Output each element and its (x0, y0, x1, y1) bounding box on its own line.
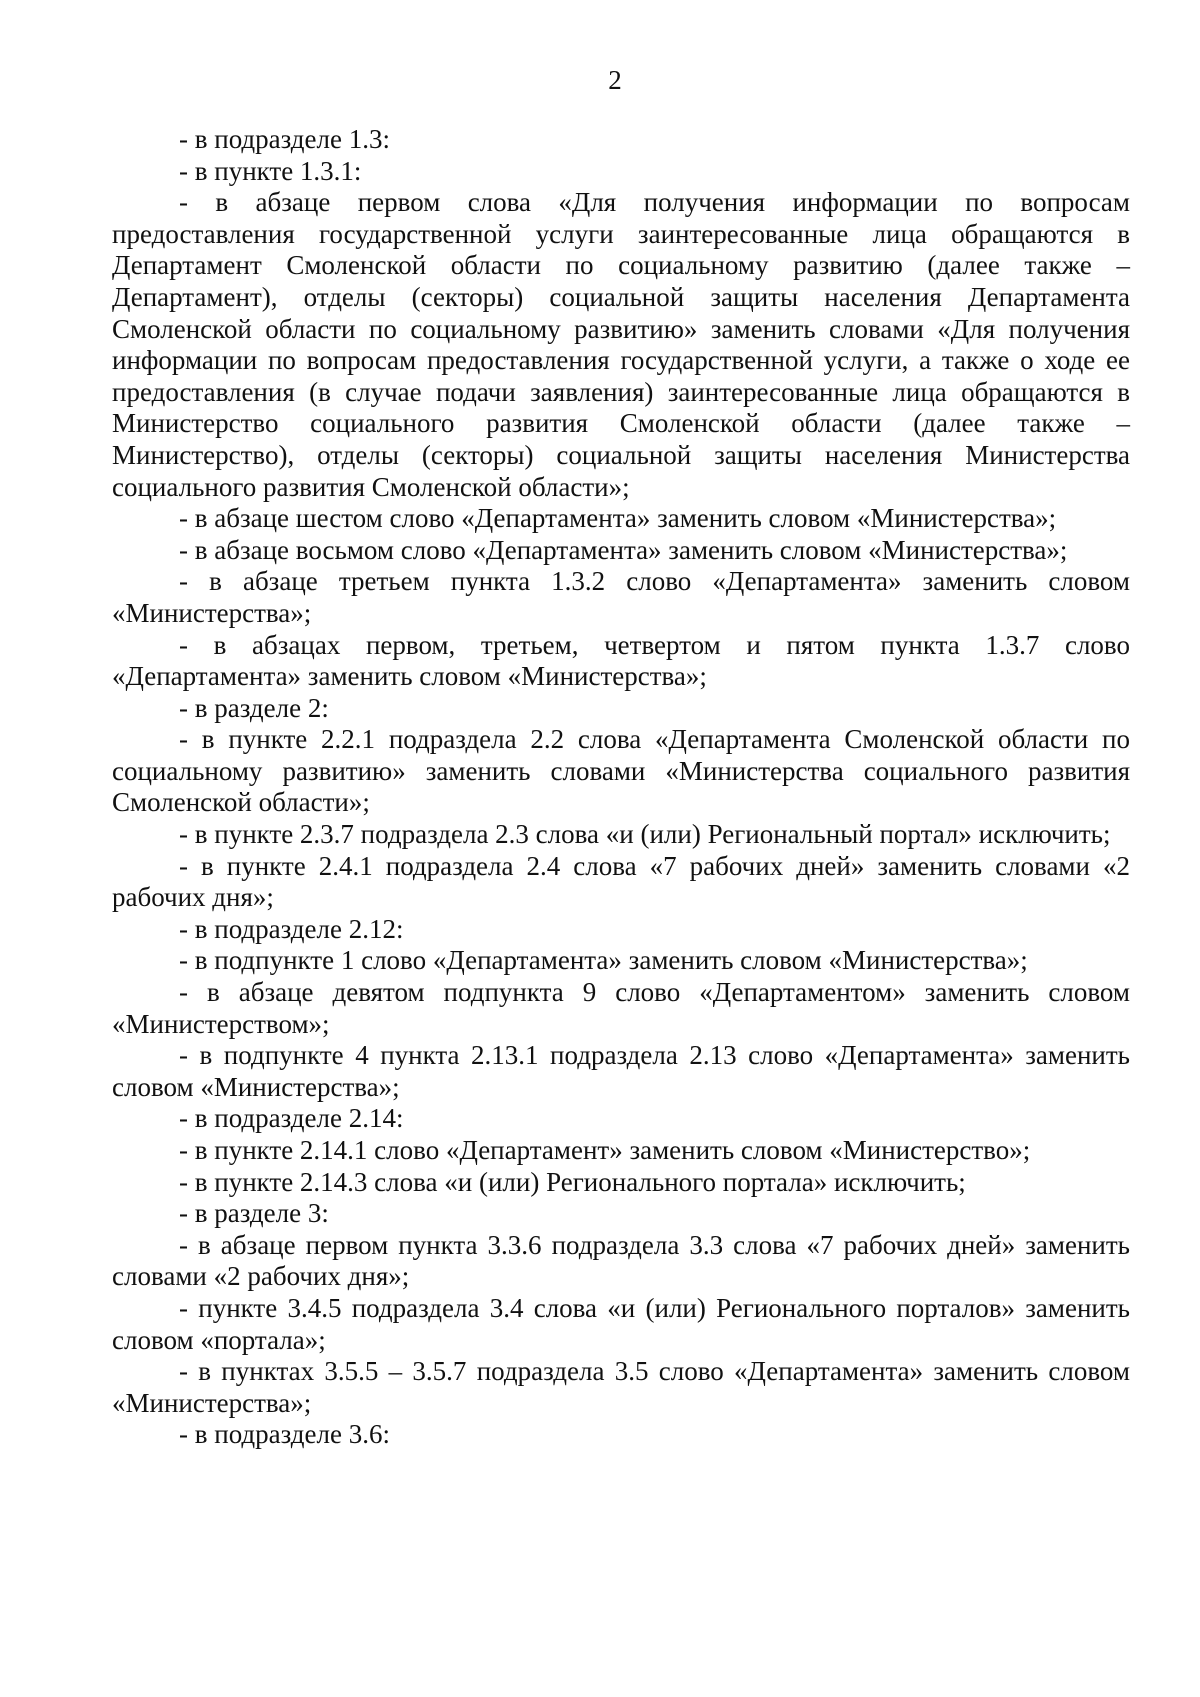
paragraph: - в пункте 2.14.1 слово «Департамент» заменить словом «Министерство»; (179, 1135, 1031, 1165)
paragraph: - в подпункте 4 пункта 2.13.1 подраздела 2.13 слово «Департамента» заменить словом «Министерства»; (112, 1040, 1130, 1102)
paragraph: - в разделе 3: (179, 1198, 329, 1229)
paragraph: - в пункте 2.3.7 подраздела 2.3 слова «и (или) Региональный портал» исключить; (179, 819, 1111, 850)
paragraph: - в подразделе 1.3: (179, 124, 390, 154)
page-number: 2 (608, 65, 622, 95)
paragraph: - в подпункте 1 слово «Департамента» заменить словом «Министерства»; (179, 945, 1028, 976)
paragraph: - в пункте 1.3.1: (179, 155, 362, 186)
paragraph: - в абзацах первом, третьем, четвертом и пятом пункта 1.3.7 слово «Департамента» заменить словом «Министерства»; (112, 629, 1130, 692)
paragraph: - в пункте 2.14.3 слова «и (или) Регионального портала» исключить; (179, 1166, 966, 1197)
paragraph: - в абзаце восьмом слово «Департамента» заменить словом «Министерства»; (179, 534, 1068, 565)
paragraph: - в абзаце шестом слово «Департамента» заменить словом «Министерства»; (179, 503, 1057, 534)
paragraph: - в абзаце девятом подпункта 9 слово «Департаментом» заменить словом «Министерством»; (112, 977, 1130, 1039)
paragraph: - в пункте 2.4.1 подраздела 2.4 слова «7 рабочих дней» заменить словами «2 рабочих дня»; (112, 850, 1130, 913)
paragraph: - в подразделе 2.12: (179, 913, 404, 944)
paragraph: - в абзаце первом пункта 3.3.6 подраздела 3.3 слова «7 рабочих дней» заменить словами «2 рабочих дня»; (112, 1229, 1130, 1292)
paragraph: - в подразделе 3.6: (179, 1419, 390, 1450)
paragraph: - в пунктах 3.5.5 – 3.5.7 подраздела 3.5 слово «Департамента» заменить словом «Министерства»; (112, 1356, 1130, 1418)
paragraph: - в подразделе 2.14: (179, 1103, 404, 1134)
document-body (112, 124, 1130, 1451)
paragraph: - в абзаце первом слова «Для получения информации по вопросам предоставления государственной услуги заинтересованные лица обращаются в Департамент Смоленской области по социальному развитию (далее также – Департамент), отделы (секторы) социальной защиты населения Департамента Смоленской области по социальному развитию» заменить словами «Для получения информации по вопросам предоставления государственной услуги, а также о ходе ее предоставления (в случае подачи заявления) заинтересованные лица обращаются в Министерство социального развития Смоленской области (далее также – Министерство), отделы (секторы) социальной защиты населения Министерства социального развития Смоленской области»; (112, 187, 1130, 502)
paragraph: - в пункте 2.2.1 подраздела 2.2 слова «Департамента Смоленской области по социальному развитию» заменить словами «Министерства социального развития Смоленской области»; (112, 724, 1130, 818)
paragraph: - в абзаце третьем пункта 1.3.2 слово «Департамента» заменить словом «Министерства»; (112, 566, 1130, 628)
paragraph: - в разделе 2: (179, 692, 329, 723)
paragraph: - пункте 3.4.5 подраздела 3.4 слова «и (или) Регионального порталов» заменить словом «портала»; (112, 1292, 1130, 1355)
